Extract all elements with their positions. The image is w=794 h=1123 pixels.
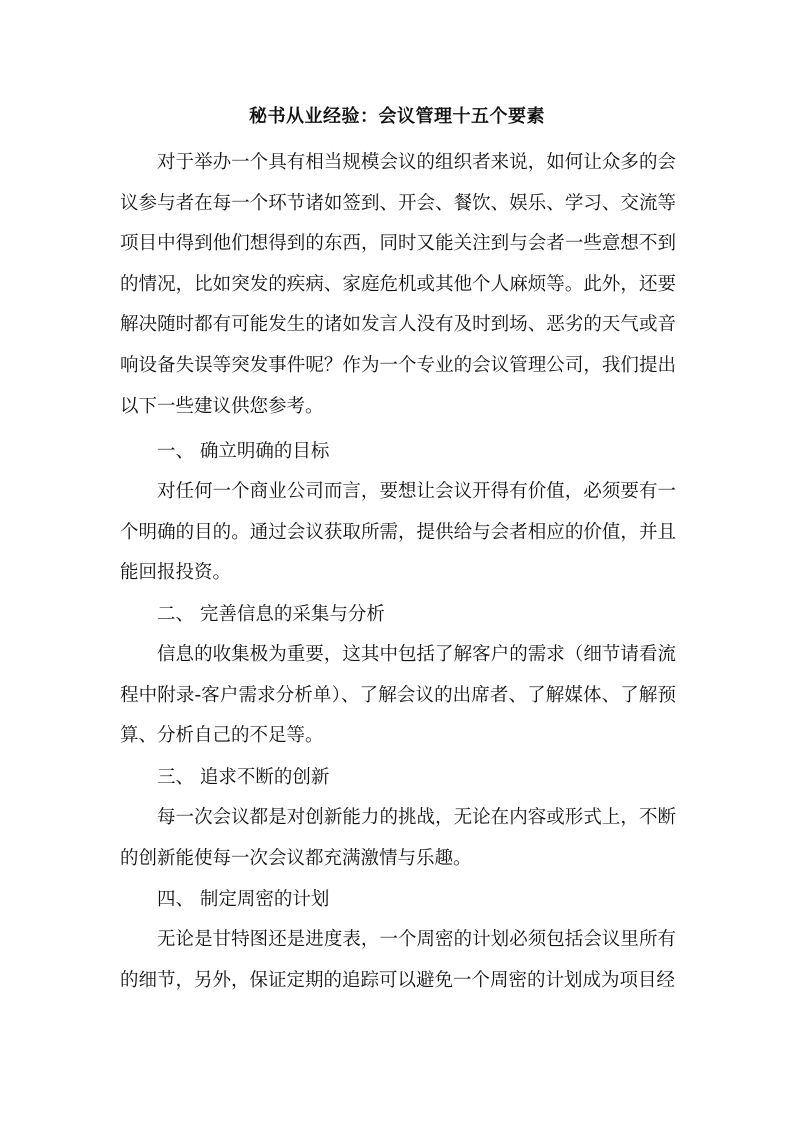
section-body-1: 对任何一个商业公司而言，要想让会议开得有价值，必须要有一个明确的目的。通过会议获取所需，提供给与会者相应的价值，并且能回报投资。 [120,481,676,584]
section-heading-4: 四、 制定周密的计划 [157,889,330,910]
section-heading-3: 三、 追求不断的创新 [157,767,330,788]
section-body-3: 每一次会议都是对创新能力的挑战，无论在内容或形式上，不断的创新能使每一次会议都充满激情与乐趣。 [120,807,676,869]
intro-paragraph: 对于举办一个具有相当规模会议的组织者来说，如何让众多的会议参与者在每一个环节诸如签到、开会、餐饮、娱乐、学习、交流等项目中得到他们想得到的东西，同时又能关注到与会者一些意想不到的情况，比如突发的疾病、家庭危机或其他个人麻烦等。此外，还要解决随时都有可能发生的诸如发言人没有及时到场、恶劣的天气或音响设备失误等突发事件呢？作为一个专业的会议管理公司，我们提出以下一些建议供您参考。 [120,152,676,417]
section-body-2: 信息的收集极为重要，这其中包括了解客户的需求（细节请看流程中附录-客户需求分析单）、了解会议的出席者、了解媒体、了解预算、分析自己的不足等。 [120,644,676,747]
document-title: 秘书从业经验：会议管理十五个要素 [249,106,545,127]
section-body-4: 无论是甘特图还是进度表，一个周密的计划必须包括会议里所有的细节，另外，保证定期的追踪可以避免一个周密的计划成为项目经 [120,929,676,991]
section-heading-1: 一、 确立明确的目标 [157,441,330,462]
section-heading-2: 二、 完善信息的采集与分析 [157,604,385,625]
